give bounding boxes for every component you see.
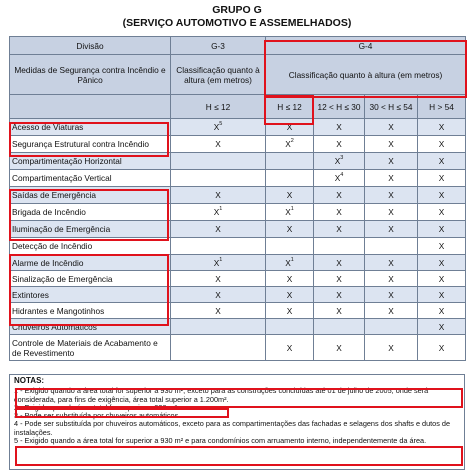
requirement-cell <box>365 271 418 287</box>
requirement-cell <box>171 255 266 271</box>
requirement-cell <box>365 187 418 204</box>
requirement-mark: X <box>388 122 394 132</box>
measure-label: Hidrantes e Mangotinhos <box>10 303 171 319</box>
requirement-cell <box>266 303 314 319</box>
height-col-header-2: H ≤ 12 <box>266 95 314 119</box>
requirement-cell <box>365 238 418 255</box>
requirement-mark: X <box>336 139 342 149</box>
requirement-cell <box>266 335 314 361</box>
requirement-cell <box>314 153 365 170</box>
requirement-mark: X <box>286 190 293 200</box>
requirement-cell <box>171 136 266 153</box>
requirement-cell <box>171 170 266 187</box>
requirement-cell <box>314 187 365 204</box>
measure-label: Saídas de Emergência <box>10 187 171 204</box>
requirement-mark: X <box>388 173 394 183</box>
requirement-cell <box>314 319 365 335</box>
requirement-cell <box>314 238 365 255</box>
requirement-cell <box>314 221 365 238</box>
note-item: 1 - Exigido quando a área total for superior a 930 m², exceto para as construções concluídas até 01 de julho de 2005, onde será considerada, para fins de exigência, área total superior a 1.200m². <box>14 386 429 404</box>
requirement-cell <box>365 136 418 153</box>
requirement-cell <box>266 271 314 287</box>
requirement-mark: X <box>388 273 394 284</box>
requirement-cell <box>171 153 266 170</box>
requirement-cell <box>418 287 466 303</box>
requirement-cell <box>171 204 266 221</box>
note-item: 4 - Pode ser substituída por chuveiros automáticos, exceto para as compartimentações das fachadas e selagens dos shafts e dutos de instalações. <box>14 419 451 437</box>
note-reference: 2 <box>290 138 294 144</box>
note-reference: 4 <box>340 172 344 178</box>
requirement-cell <box>314 335 365 361</box>
requirement-cell <box>266 238 314 255</box>
requirement-cell <box>314 136 365 153</box>
requirement-mark: X <box>336 273 342 284</box>
requirement-cell <box>266 255 314 271</box>
requirement-mark: X <box>336 342 342 353</box>
requirement-cell <box>418 255 466 271</box>
requirement-mark: X <box>388 257 394 268</box>
requirement-mark: X <box>286 342 293 353</box>
height-col-header-3: 12 < H ≤ 30 <box>314 95 365 119</box>
requirement-cell <box>418 119 466 136</box>
requirement-cell <box>418 136 466 153</box>
g4-classification: Classificação quanto à altura (em metros) <box>266 55 466 95</box>
page-title: GRUPO G <box>212 4 262 16</box>
requirement-cell <box>365 303 418 319</box>
requirement-mark: X <box>215 273 221 284</box>
height-col-header-5: H > 54 <box>418 95 466 119</box>
requirement-cell <box>266 287 314 303</box>
requirement-cell <box>365 255 418 271</box>
note-item: 2 - Exigido quando área total for superior a 930 m². <box>14 402 180 412</box>
requirement-mark: X <box>438 342 445 353</box>
table-row <box>10 319 466 335</box>
requirement-mark: X <box>388 289 394 300</box>
measure-label: Detecção de Incêndio <box>10 238 171 255</box>
requirement-mark: X <box>215 305 221 316</box>
height-col-header-4: 30 < H ≤ 54 <box>365 95 418 119</box>
height-col-header-1: H ≤ 12 <box>171 95 266 119</box>
requirement-mark: X <box>334 156 341 166</box>
requirement-mark: X <box>285 257 291 268</box>
requirement-mark: X <box>438 305 445 316</box>
requirement-cell <box>266 204 314 221</box>
requirement-mark: X <box>215 224 221 234</box>
requirement-mark: X <box>215 190 221 200</box>
requirement-mark: X <box>336 122 342 132</box>
table-row <box>10 204 466 221</box>
measure-label: Controle de Materiais de Acabamento e de Revestimento <box>10 335 171 361</box>
requirement-mark: X <box>334 173 341 183</box>
requirement-cell <box>266 170 314 187</box>
requirement-mark: X <box>285 207 291 217</box>
table-row <box>10 119 466 136</box>
requirement-cell <box>365 335 418 361</box>
requirement-cell <box>365 153 418 170</box>
measure-label: Brigada de Incêndio <box>10 204 171 221</box>
measure-label: Extintores <box>10 287 171 303</box>
requirement-cell <box>266 221 314 238</box>
table-row <box>10 170 466 187</box>
requirement-mark: X <box>388 224 394 234</box>
blank-header-cell <box>10 95 171 119</box>
requirement-cell <box>418 187 466 204</box>
requirement-mark: X <box>388 139 394 149</box>
page-subtitle: (SERVIÇO AUTOMOTIVO E ASSEMELHADOS) <box>122 17 352 29</box>
requirement-cell <box>314 287 365 303</box>
requirement-mark: X <box>336 207 342 217</box>
notes-box <box>9 374 465 470</box>
requirement-cell <box>266 119 314 136</box>
requirement-cell <box>171 187 266 204</box>
measure-label: Chuveiros Automáticos <box>10 319 171 335</box>
requirement-cell <box>171 271 266 287</box>
requirement-cell <box>314 255 365 271</box>
requirement-cell <box>418 303 466 319</box>
requirement-mark: X <box>336 224 342 234</box>
note-reference: 3 <box>340 155 344 161</box>
requirement-mark: X <box>285 139 291 149</box>
requirement-cell <box>365 319 418 335</box>
requirement-mark: X <box>438 224 445 234</box>
table-row <box>10 303 466 319</box>
requirement-mark: X <box>215 139 221 149</box>
requirement-mark: X <box>438 241 445 251</box>
requirement-mark: X <box>286 122 293 132</box>
requirement-mark: X <box>286 305 293 316</box>
requirement-cell <box>365 170 418 187</box>
requirement-mark: X <box>388 342 394 353</box>
measure-label: Segurança Estrutural contra Incêndio <box>10 136 171 153</box>
requirement-mark: X <box>438 139 445 149</box>
requirement-mark: X <box>388 190 394 200</box>
requirement-cell <box>171 221 266 238</box>
table-row <box>10 238 466 255</box>
requirement-cell <box>418 204 466 221</box>
requirement-cell <box>266 187 314 204</box>
requirement-mark: X <box>336 190 342 200</box>
requirement-cell <box>418 170 466 187</box>
measure-label: Compartimentação Vertical <box>10 170 171 187</box>
requirement-mark: X <box>438 257 445 268</box>
security-measures-table <box>9 36 466 361</box>
requirement-cell <box>266 136 314 153</box>
requirement-mark: X <box>286 289 293 300</box>
requirement-mark: X <box>438 156 445 166</box>
requirement-cell <box>314 170 365 187</box>
requirement-cell <box>314 303 365 319</box>
requirement-mark: X <box>213 257 220 268</box>
requirement-cell <box>171 119 266 136</box>
requirement-cell <box>365 221 418 238</box>
requirement-cell <box>171 335 266 361</box>
note-item: 3 - Pode ser substituída por chuveiros automáticos. <box>14 411 181 421</box>
measure-label: Sinalização de Emergência <box>10 271 171 287</box>
measure-label: Compartimentação Horizontal <box>10 153 171 170</box>
g3-header: G-3 <box>171 37 266 55</box>
table-row <box>10 287 466 303</box>
requirement-mark: X <box>438 321 445 332</box>
note-reference: 1 <box>219 256 223 263</box>
requirement-cell <box>266 319 314 335</box>
measure-label: Alarme de Incêndio <box>10 255 171 271</box>
table-row <box>10 221 466 238</box>
requirement-mark: X <box>213 207 220 217</box>
note-reference: 5 <box>219 121 223 127</box>
requirement-mark: X <box>438 273 445 284</box>
table-row <box>10 335 466 361</box>
table-row <box>10 255 466 271</box>
requirement-mark: X <box>388 305 394 316</box>
requirement-cell <box>365 287 418 303</box>
notes-title: NOTAS: <box>14 376 45 385</box>
requirement-cell <box>418 221 466 238</box>
requirement-mark: X <box>215 289 221 300</box>
requirement-mark: X <box>438 190 445 200</box>
requirement-cell <box>418 319 466 335</box>
requirement-mark: X <box>286 224 293 234</box>
requirement-cell <box>418 271 466 287</box>
requirement-mark: X <box>438 289 445 300</box>
requirement-mark: X <box>438 173 445 183</box>
requirement-cell <box>314 204 365 221</box>
requirement-cell <box>171 303 266 319</box>
requirement-cell <box>314 271 365 287</box>
requirement-mark: X <box>438 207 445 217</box>
requirement-mark: X <box>336 289 342 300</box>
requirement-cell <box>314 119 365 136</box>
division-header: Divisão <box>10 37 171 55</box>
requirement-mark: X <box>336 257 342 268</box>
requirement-cell <box>365 119 418 136</box>
requirement-mark: X <box>388 207 394 217</box>
g3-classification: Classificação quanto à altura (em metros) <box>171 55 266 95</box>
table-row <box>10 187 466 204</box>
measure-label: Iluminação de Emergência <box>10 221 171 238</box>
requirement-cell <box>171 319 266 335</box>
measure-label: Acesso de Viaturas <box>10 119 171 136</box>
requirement-cell <box>418 153 466 170</box>
table-row <box>10 153 466 170</box>
requirement-cell <box>266 153 314 170</box>
g4-header: G-4 <box>266 37 466 55</box>
requirement-mark: X <box>336 305 342 316</box>
requirement-cell <box>171 238 266 255</box>
measures-header: Medidas de Segurança contra Incêndio e Pânico <box>10 55 171 95</box>
note-reference: 1 <box>219 206 223 212</box>
table-row <box>10 136 466 153</box>
requirement-cell <box>365 204 418 221</box>
requirement-cell <box>171 287 266 303</box>
requirement-mark: X <box>213 122 220 132</box>
table-row <box>10 271 466 287</box>
requirement-cell <box>418 335 466 361</box>
note-item: 5 - Exigido quando a área total for superior a 930 m² e para condomínios com arruamento interno, independentemente da área. <box>14 436 427 446</box>
note-reference: 1 <box>290 256 294 263</box>
requirement-mark: X <box>438 122 445 132</box>
note-reference: 1 <box>290 206 294 212</box>
requirement-cell <box>418 238 466 255</box>
requirement-mark: X <box>388 156 394 166</box>
requirement-mark: X <box>286 273 293 284</box>
